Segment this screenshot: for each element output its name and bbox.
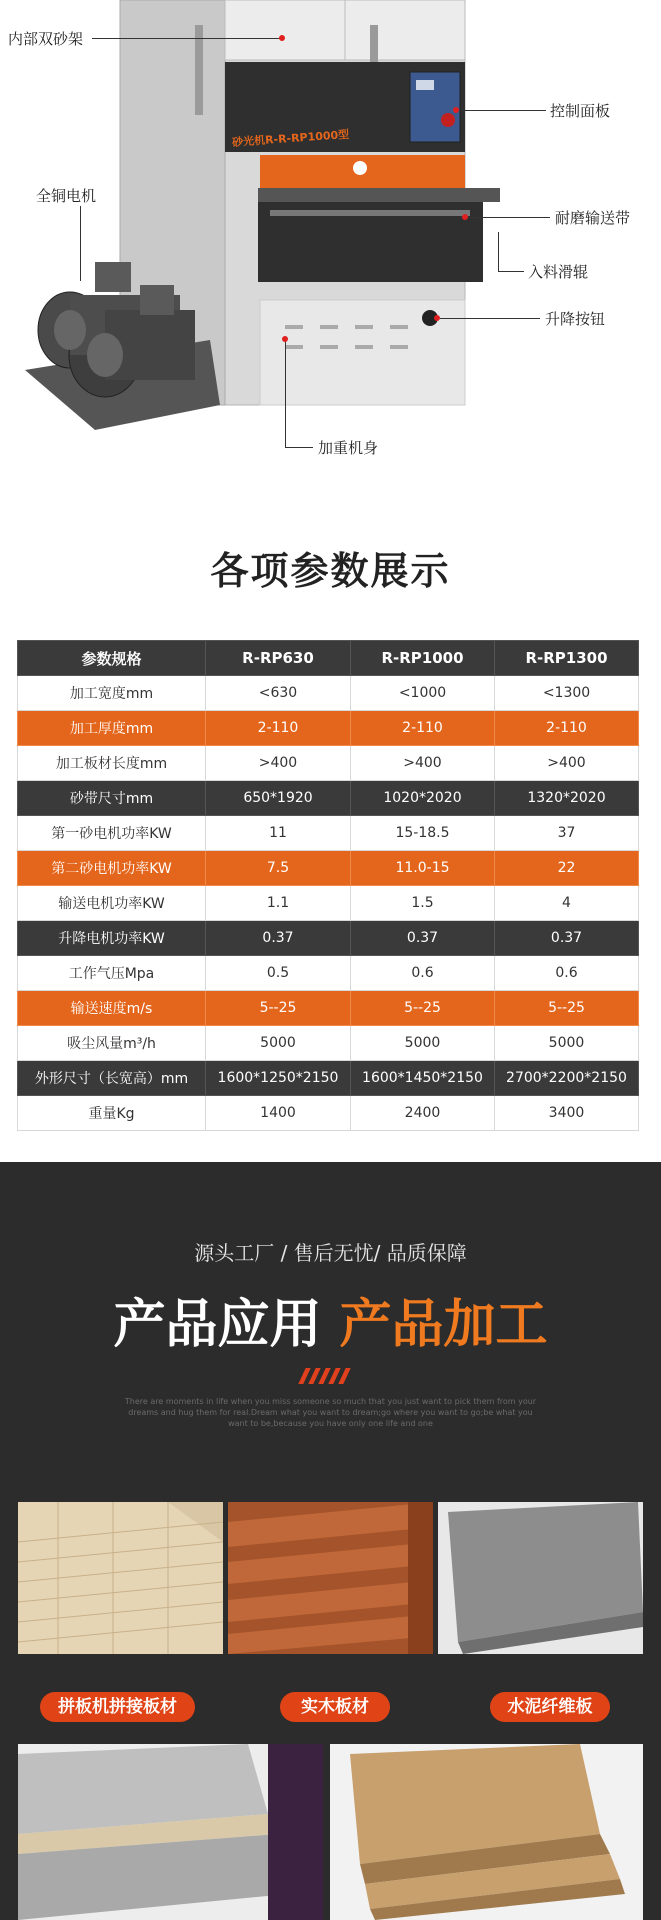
spec-value-cell: 0.6 (495, 956, 639, 991)
callout-lift-button: 升降按钮 (545, 310, 606, 328)
spec-param-name: 加工板材长度mm (18, 746, 206, 781)
spec-value-cell: 5--25 (495, 991, 639, 1026)
spec-value-cell: 0.37 (206, 921, 351, 956)
callout-line (460, 217, 550, 218)
spec-param-name: 重量Kg (18, 1096, 206, 1131)
decorative-fineprint: There are moments in life when you miss someone so much that you just want to pick them from your dreams and hug them for real.Dream what you want to dream;go where you want to go;be what you want to be,because you have only one life and one (124, 1397, 537, 1428)
spec-row (18, 956, 639, 991)
tagline: 源头工厂 / 售后无忧/ 品质保障 (194, 1241, 467, 1265)
spec-header-cell: R-RP1300 (495, 641, 639, 676)
spec-header-cell: 参数规格 (18, 641, 206, 676)
spec-value-cell: >400 (495, 746, 639, 781)
spec-value-cell: <630 (206, 676, 351, 711)
decorative-slashes (302, 1368, 352, 1388)
title-product-application: 产品应用 (113, 1295, 322, 1355)
spec-value-cell: 22 (495, 851, 639, 886)
spec-value-cell: 7.5 (206, 851, 351, 886)
spec-row (18, 886, 639, 921)
spec-value-cell: 4 (495, 886, 639, 921)
application-title (0, 1282, 661, 1357)
spec-row (18, 676, 639, 711)
callout-line (458, 110, 546, 111)
spec-param-name: 输送速度m/s (18, 991, 206, 1026)
spec-value-cell: 2700*2200*2150 (495, 1061, 639, 1096)
spec-value-cell: 11 (206, 816, 351, 851)
spec-value-cell: 1400 (206, 1096, 351, 1131)
spec-row (18, 921, 639, 956)
spec-row (18, 851, 639, 886)
photo-solid-wood-board (228, 1502, 433, 1654)
photo-laminated-panels (18, 1744, 323, 1920)
spec-value-cell: <1300 (495, 676, 639, 711)
spec-row (18, 816, 639, 851)
photo-finger-joint-board (18, 1502, 223, 1654)
spec-value-cell: 0.6 (351, 956, 495, 991)
spec-value-cell: 11.0-15 (351, 851, 495, 886)
callout-copper-motor: 全铜电机 (36, 187, 97, 205)
photo-cement-fiber-board (438, 1502, 643, 1654)
spec-row (18, 991, 639, 1026)
spec-param-name: 第二砂电机功率KW (18, 851, 206, 886)
application-section (0, 1162, 661, 1920)
spec-value-cell: 15-18.5 (351, 816, 495, 851)
label-solid-wood-board: 实木板材 (280, 1692, 390, 1722)
spec-value-cell: 3400 (495, 1096, 639, 1131)
spec-row (18, 746, 639, 781)
spec-row (18, 711, 639, 746)
spec-value-cell: 1.1 (206, 886, 351, 921)
spec-value-cell: 5--25 (351, 991, 495, 1026)
spec-param-name: 输送电机功率KW (18, 886, 206, 921)
callout-line (498, 232, 499, 272)
callout-inner-sanding-frame: 内部双砂架 (8, 30, 84, 48)
spec-value-cell: 650*1920 (206, 781, 351, 816)
callout-dot (434, 315, 440, 321)
callout-conveyor-belt: 耐磨输送带 (555, 209, 631, 227)
spec-row (18, 1061, 639, 1096)
machine-nameplate: 砂光机R-R-RP1000型 (231, 127, 350, 150)
spec-value-cell: 1.5 (351, 886, 495, 921)
spec-table-body (18, 676, 639, 1131)
spec-param-name: 第一砂电机功率KW (18, 816, 206, 851)
spec-value-cell: 2400 (351, 1096, 495, 1131)
spec-value-cell: >400 (206, 746, 351, 781)
machine-section (0, 0, 661, 490)
callout-dot (282, 336, 288, 342)
spec-table (17, 640, 639, 1131)
spec-value-cell: 1600*1250*2150 (206, 1061, 351, 1096)
photo-mdf-boards (330, 1744, 643, 1920)
spec-param-name: 砂带尺寸mm (18, 781, 206, 816)
spec-header-row (18, 641, 639, 676)
callout-line (498, 271, 524, 272)
spec-row (18, 1026, 639, 1061)
label-finger-joint-board: 拼板机拼接板材 (40, 1692, 195, 1722)
callout-feed-roller: 入料滑辊 (528, 263, 589, 281)
callout-line (80, 206, 81, 281)
callout-line (285, 447, 313, 448)
spec-header-cell: R-RP630 (206, 641, 351, 676)
spec-param-name: 升降电机功率KW (18, 921, 206, 956)
callout-dot (453, 107, 459, 113)
spec-param-name: 加工宽度mm (18, 676, 206, 711)
spec-param-name: 吸尘风量m³/h (18, 1026, 206, 1061)
spec-value-cell: 2-110 (206, 711, 351, 746)
spec-value-cell: 0.5 (206, 956, 351, 991)
spec-row (18, 781, 639, 816)
title-product-processing: 产品加工 (339, 1295, 548, 1355)
spec-value-cell: 2-110 (351, 711, 495, 746)
sanding-machine-illustration (0, 0, 661, 490)
spec-value-cell: 5000 (495, 1026, 639, 1061)
spec-param-name: 外形尺寸（长宽高）mm (18, 1061, 206, 1096)
spec-value-cell: 0.37 (495, 921, 639, 956)
spec-header-cell: R-RP1000 (351, 641, 495, 676)
label-cement-fiber-board: 水泥纤维板 (490, 1692, 610, 1722)
spec-row (18, 1096, 639, 1131)
callout-dot (462, 214, 468, 220)
spec-value-cell: <1000 (351, 676, 495, 711)
spec-value-cell: 0.37 (351, 921, 495, 956)
spec-value-cell: 1600*1450*2150 (351, 1061, 495, 1096)
spec-value-cell: 1020*2020 (351, 781, 495, 816)
spec-section-title: 各项参数展示 (210, 549, 451, 593)
spec-value-cell: 37 (495, 816, 639, 851)
spec-param-name: 加工厚度mm (18, 711, 206, 746)
callout-line (285, 340, 286, 448)
spec-value-cell: 5000 (351, 1026, 495, 1061)
spec-value-cell: 1320*2020 (495, 781, 639, 816)
spec-value-cell: 5--25 (206, 991, 351, 1026)
spec-value-cell: 2-110 (495, 711, 639, 746)
callout-dot (279, 35, 285, 41)
spec-param-name: 工作气压Mpa (18, 956, 206, 991)
callout-heavy-body: 加重机身 (318, 439, 379, 457)
callout-line (440, 318, 540, 319)
spec-value-cell: >400 (351, 746, 495, 781)
callout-line (92, 38, 282, 39)
spec-value-cell: 5000 (206, 1026, 351, 1061)
callout-control-panel: 控制面板 (550, 102, 611, 120)
